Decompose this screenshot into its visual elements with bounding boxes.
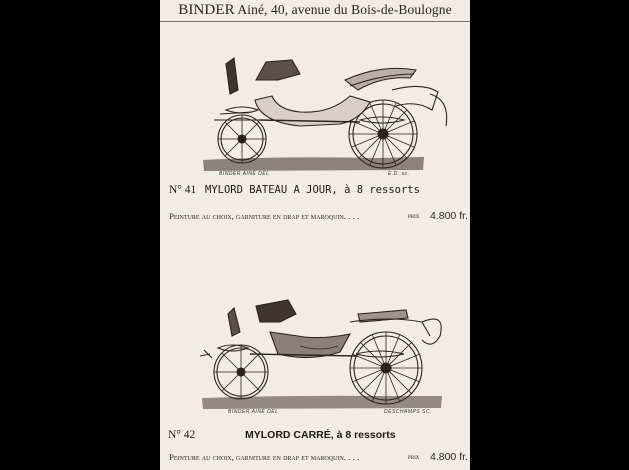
description-text-2: Peinture au choix, garniture en drap et maroquin. . . . [169,452,360,462]
carriage-illustration-41 [160,50,470,182]
item-number: N° 41 [169,184,197,196]
item-description-42 [160,452,470,466]
artist-credit-right: E.D. sc. [388,171,410,177]
item-title: MYLORD BATEAU A JOUR, à 8 ressorts [205,184,420,196]
artist-credit-right-2: DESCHAMPS SC. [384,409,432,415]
carriage-illustration-42 [160,296,470,420]
artist-credit-left-2: BINDER AINÉ DEL [228,409,279,415]
item-number-2: N° 42 [168,429,196,441]
header-brand: BINDER [178,2,235,18]
item-caption-41 [160,184,470,200]
price-value: 4.800 fr. [430,210,468,222]
catalog-page [160,0,470,470]
header-rule [160,21,470,22]
artist-credit-left: BINDER AINÉ DEL [219,171,270,177]
prix-label: prix [408,211,420,220]
item-title-2: MYLORD CARRÉ, à 8 ressorts [245,429,396,441]
item-description-41 [160,211,470,225]
price-value-2: 4.800 fr. [430,451,468,463]
item-caption-42 [160,429,470,445]
header-address: Ainé, 40, avenue du Bois-de-Boulogne [234,2,452,17]
prix-label-2: prix [408,452,420,461]
page-header [160,2,470,20]
description-text: Peinture au choix, garniture en drap et maroquin. . . . [169,211,360,221]
